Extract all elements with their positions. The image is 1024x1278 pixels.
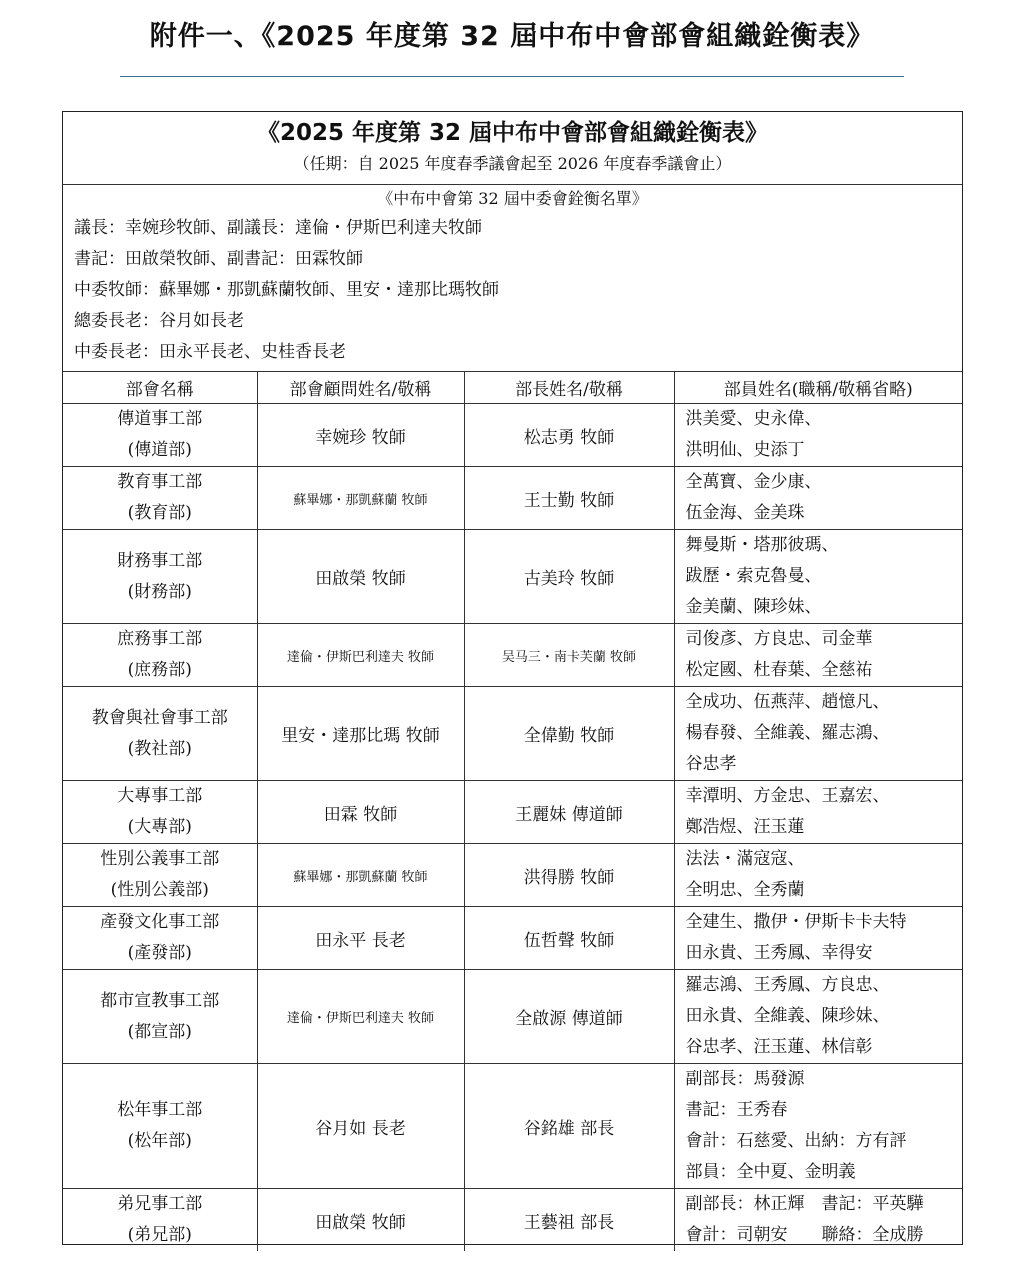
- table-row: [63, 404, 962, 467]
- department-name-cell: [63, 624, 257, 687]
- table-row: [63, 530, 962, 624]
- department-name: 松年事工部: [117, 1100, 203, 1120]
- committee-block: [63, 185, 962, 372]
- department-head-cell: 王麗妹 傳道師: [464, 781, 674, 844]
- department-short-name: (財務部): [127, 581, 192, 602]
- table-row: [63, 1064, 962, 1189]
- member-line: 會計：司朝安 聯絡：全成勝: [685, 1225, 924, 1245]
- members-cell: [674, 844, 962, 907]
- member-line: 田永貴、全維義、陳珍妹、: [685, 1006, 890, 1026]
- member-line: 松定國、杜春葉、全慈祐: [685, 660, 873, 680]
- title-divider: [120, 76, 904, 77]
- column-header: 部會顧問姓名/敬稱: [257, 372, 464, 404]
- table-header-row: [63, 372, 962, 404]
- department-name: 庶務事工部: [117, 629, 203, 649]
- members-cell: [674, 530, 962, 624]
- member-line: 法法・滿寇寇、: [685, 849, 805, 869]
- committee-line: 議長：幸婉珍牧師、副議長：達倫・伊斯巴利達夫牧師: [74, 218, 482, 238]
- member-line: 部員：全中夏、金明義: [685, 1162, 856, 1182]
- committee-title: 《中布中會第 32 屆中委會銓衡名單》: [377, 189, 648, 208]
- member-line: 羅志鴻、王秀鳳、方良忠、: [685, 975, 890, 995]
- department-name-cell: [63, 844, 257, 907]
- department-name: 財務事工部: [117, 550, 203, 571]
- department-short-name: (大專部): [127, 817, 192, 837]
- member-line: 全成功、伍燕萍、趙憶凡、: [685, 692, 890, 712]
- department-head-cell: 古美玲 牧師: [464, 530, 674, 624]
- advisor-cell: 田啟榮 牧師: [257, 530, 464, 624]
- department-short-name: (傳道部): [127, 440, 192, 460]
- department-short-name: (庶務部): [127, 660, 192, 680]
- department-name-cell: [63, 404, 257, 467]
- department-name: 教育事工部: [117, 472, 203, 492]
- department-short-name: (教育部): [127, 503, 192, 523]
- table-row: [63, 624, 962, 687]
- sheet-title: 《2025 年度第 32 屆中布中會部會組織銓衡表》: [256, 120, 769, 146]
- table-row: [63, 687, 962, 781]
- advisor-cell: 里安・達那比瑪 牧師: [257, 687, 464, 781]
- department-short-name: (弟兄部): [127, 1225, 192, 1245]
- department-head-cell: 王士勤 牧師: [464, 467, 674, 530]
- member-line: 舞曼斯・塔那彼瑪、: [685, 535, 839, 555]
- member-line: 全建生、撒伊・伊斯卡卡夫特: [685, 912, 907, 932]
- department-short-name: (教社部): [127, 738, 192, 759]
- members-cell: [674, 970, 962, 1064]
- department-name-cell: [63, 970, 257, 1064]
- department-name-cell: [63, 1064, 257, 1189]
- roster-sheet: [62, 111, 963, 1245]
- column-header: 部會名稱: [63, 372, 257, 404]
- department-name-cell: [63, 1189, 257, 1252]
- department-head-cell: 吴马三・南卡芙蘭 牧師: [464, 624, 674, 687]
- table-row: [63, 467, 962, 530]
- department-head-cell: 伍哲聲 牧師: [464, 907, 674, 970]
- member-line: 全萬寶、金少康、: [685, 472, 822, 492]
- table-row: [63, 1189, 962, 1252]
- members-cell: [674, 624, 962, 687]
- advisor-cell: 蘇畢娜・那凱蘇蘭 牧師: [257, 467, 464, 530]
- members-cell: [674, 907, 962, 970]
- member-line: 司俊彥、方良忠、司金華: [685, 629, 873, 649]
- department-name: 產發文化事工部: [100, 912, 220, 932]
- advisor-cell: 田啟榮 牧師: [257, 1189, 464, 1252]
- members-cell: [674, 781, 962, 844]
- advisor-cell: 田霖 牧師: [257, 781, 464, 844]
- sheet-header: [63, 112, 962, 185]
- column-header: 部員姓名(職稱/敬稱省略): [674, 372, 962, 404]
- department-name: 大專事工部: [117, 786, 203, 806]
- department-short-name: (都宣部): [127, 1021, 192, 1042]
- member-line: 楊春發、全維義、羅志鴻、: [685, 723, 890, 743]
- department-name-cell: [63, 781, 257, 844]
- advisor-cell: 田永平 長老: [257, 907, 464, 970]
- column-header: 部長姓名/敬稱: [464, 372, 674, 404]
- department-name-cell: [63, 687, 257, 781]
- member-line: 田永貴、王秀鳳、幸得安: [685, 943, 873, 963]
- member-line: 副部長：馬發源: [685, 1069, 805, 1089]
- members-cell: [674, 404, 962, 467]
- department-head-cell: 王藝祖 部長: [464, 1189, 674, 1252]
- member-line: 谷忠孝、汪玉蓮、林信彰: [685, 1037, 873, 1057]
- member-line: 幸潭明、方金忠、王嘉宏、: [685, 786, 890, 806]
- committee-line: 書記：田啟榮牧師、副書記：田霖牧師: [74, 249, 363, 269]
- page-title: 附件一、《2025 年度第 32 屆中布中會部會組織銓衡表》: [149, 21, 875, 52]
- advisor-cell: 谷月如 長老: [257, 1064, 464, 1189]
- member-line: 鄭浩煜、汪玉蓮: [685, 817, 805, 837]
- committee-line: 中委長老：田永平長老、史桂香長老: [74, 342, 346, 362]
- department-name: 傳道事工部: [117, 409, 203, 429]
- department-head-cell: 松志勇 牧師: [464, 404, 674, 467]
- member-line: 會計：石慈愛、出納：方有評: [685, 1131, 907, 1151]
- department-name: 都市宣教事工部: [100, 990, 220, 1011]
- member-line: 伍金海、金美珠: [685, 503, 805, 523]
- advisor-cell: 幸婉珍 牧師: [257, 404, 464, 467]
- department-name: 教會與社會事工部: [91, 707, 228, 728]
- table-row: [63, 970, 962, 1064]
- department-head-cell: 洪得勝 牧師: [464, 844, 674, 907]
- department-short-name: (性別公義部): [110, 880, 209, 900]
- advisor-cell: 蘇畢娜・那凱蘇蘭 牧師: [257, 844, 464, 907]
- department-head-cell: 全啟源 傳道師: [464, 970, 674, 1064]
- table-row: [63, 781, 962, 844]
- department-table: [63, 372, 962, 1251]
- committee-line: 總委長老：谷月如長老: [74, 311, 244, 331]
- members-cell: [674, 1064, 962, 1189]
- sheet-term: （任期：自 2025 年度春季議會起至 2026 年度春季議會止）: [293, 154, 732, 173]
- member-line: 谷忠孝: [685, 754, 737, 774]
- table-row: [63, 907, 962, 970]
- member-line: 副部長：林正輝 書記：平英驊: [685, 1194, 924, 1214]
- department-head-cell: 全偉勤 牧師: [464, 687, 674, 781]
- members-cell: [674, 1189, 962, 1252]
- advisor-cell: 達倫・伊斯巴利達夫 牧師: [257, 970, 464, 1064]
- department-name-cell: [63, 467, 257, 530]
- department-short-name: (松年部): [127, 1131, 192, 1151]
- member-line: 洪美愛、史永偉、: [685, 409, 822, 429]
- department-name-cell: [63, 907, 257, 970]
- department-name-cell: [63, 530, 257, 624]
- members-cell: [674, 687, 962, 781]
- department-short-name: (產發部): [127, 943, 192, 963]
- member-line: 金美蘭、陳珍妹、: [685, 597, 822, 617]
- department-name: 弟兄事工部: [117, 1194, 203, 1214]
- advisor-cell: 達倫・伊斯巴利達夫 牧師: [257, 624, 464, 687]
- member-line: 全明忠、全秀蘭: [685, 880, 805, 900]
- member-line: 洪明仙、史添丁: [685, 440, 805, 460]
- table-row: [63, 844, 962, 907]
- member-line: 跋歷・索克魯曼、: [685, 566, 822, 586]
- member-line: 書記：王秀春: [685, 1100, 788, 1120]
- department-head-cell: 谷銘雄 部長: [464, 1064, 674, 1189]
- members-cell: [674, 467, 962, 530]
- department-name: 性別公義事工部: [100, 849, 220, 869]
- committee-line: 中委牧師：蘇畢娜・那凱蘇蘭牧師、里安・達那比瑪牧師: [74, 280, 499, 300]
